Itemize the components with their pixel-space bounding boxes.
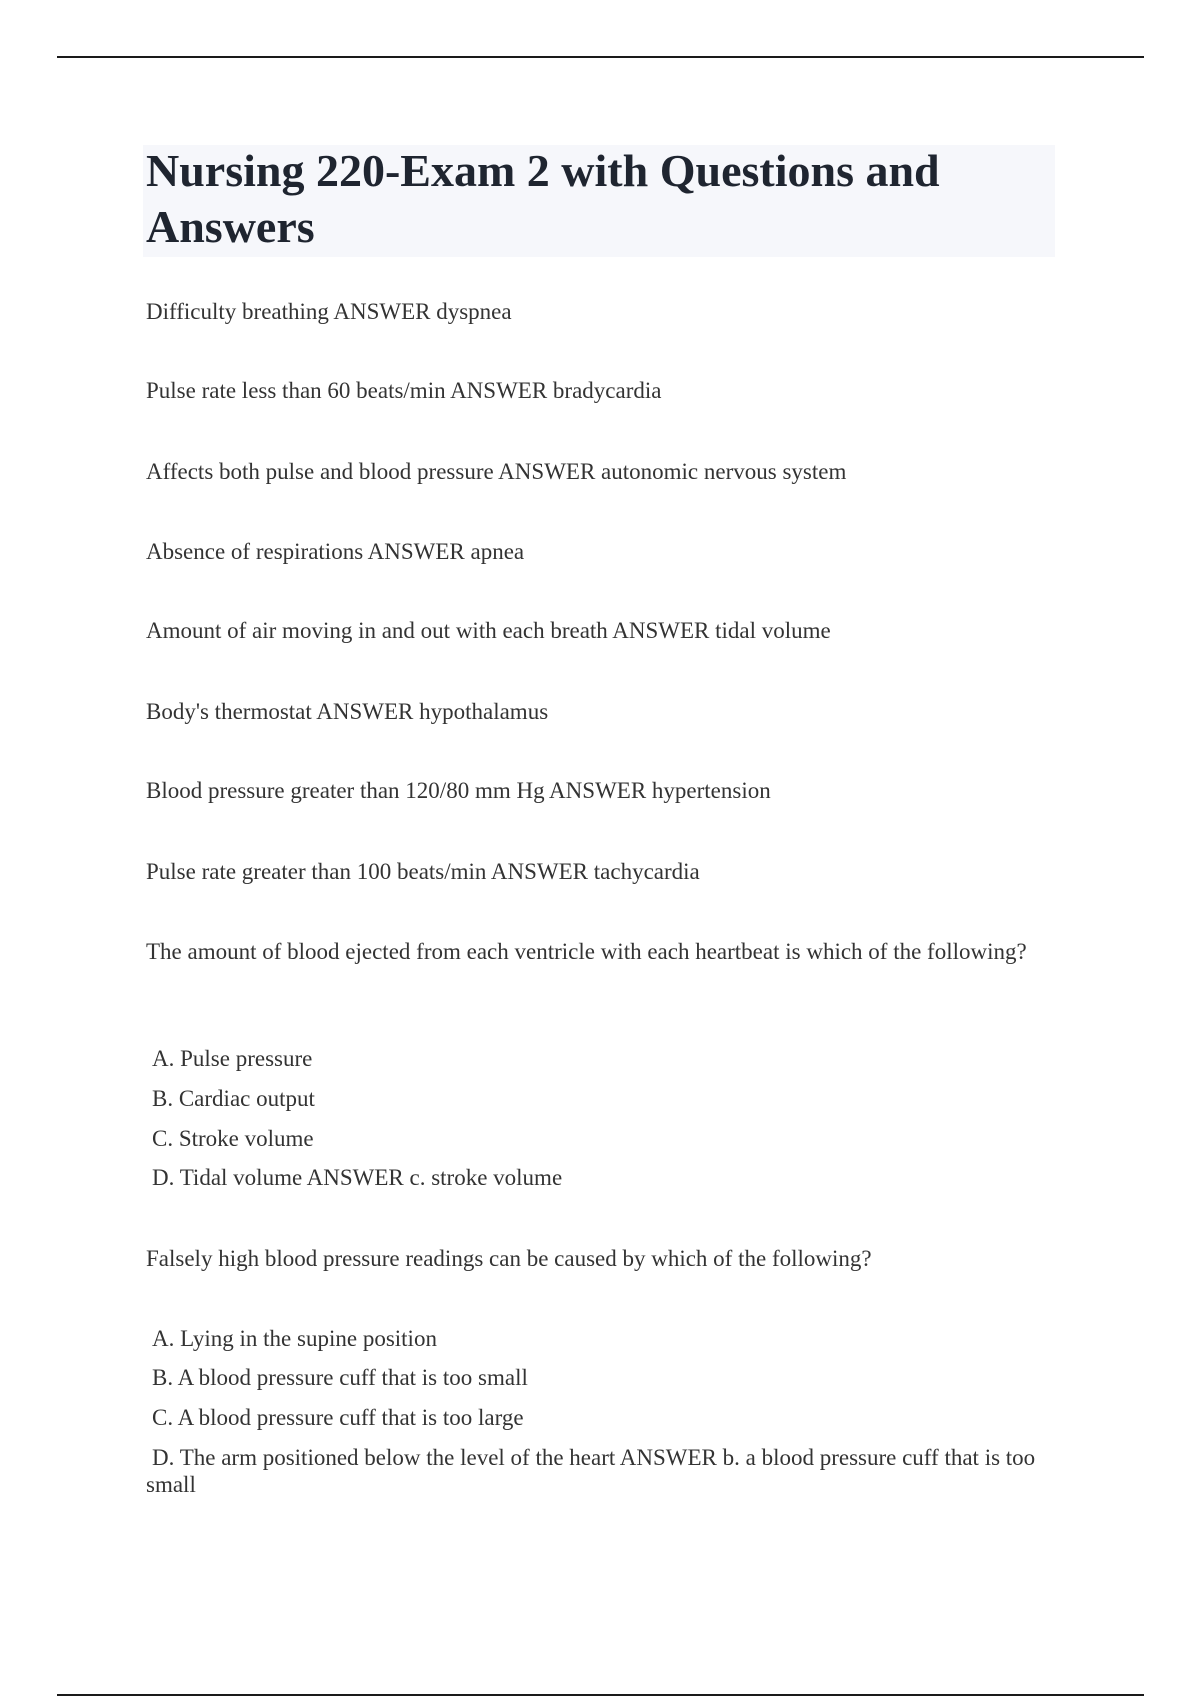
answer-option: A. Pulse pressure xyxy=(152,1046,313,1071)
qa-item: Affects both pulse and blood pressure ANSWER autonomic nervous system xyxy=(146,459,847,484)
top-rule xyxy=(57,56,1144,58)
answer-option: D. The arm positioned below the level of the heart ANSWER b. a blood pressure cuff that is too small xyxy=(146,1445,1036,1497)
qa-item: Absence of respirations ANSWER apnea xyxy=(146,539,525,564)
answer-option: A. Lying in the supine position xyxy=(152,1326,437,1351)
qa-item: Pulse rate greater than 100 beats/min ANSWER tachycardia xyxy=(146,859,700,884)
qa-item: Body's thermostat ANSWER hypothalamus xyxy=(146,699,549,724)
answer-option: C. Stroke volume xyxy=(152,1126,314,1151)
answer-option: D. Tidal volume ANSWER c. stroke volume xyxy=(152,1165,563,1190)
answer-option: C. A blood pressure cuff that is too large xyxy=(152,1405,524,1430)
bottom-rule xyxy=(57,1694,1144,1696)
qa-item: Difficulty breathing ANSWER dyspnea xyxy=(146,299,512,324)
question-stem: The amount of blood ejected from each ventricle with each heartbeat is which of the following? xyxy=(146,939,1027,964)
qa-item: Pulse rate less than 60 beats/min ANSWER bradycardia xyxy=(146,378,662,403)
document-title: Nursing 220-Exam 2 with Questions and Answers xyxy=(146,145,940,252)
answer-option: B. A blood pressure cuff that is too small xyxy=(152,1365,528,1390)
answer-option: B. Cardiac output xyxy=(152,1086,315,1111)
qa-item: Blood pressure greater than 120/80 mm Hg ANSWER hypertension xyxy=(146,778,771,803)
qa-item: Amount of air moving in and out with each breath ANSWER tidal volume xyxy=(146,618,831,643)
question-stem: Falsely high blood pressure readings can be caused by which of the following? xyxy=(146,1246,872,1271)
